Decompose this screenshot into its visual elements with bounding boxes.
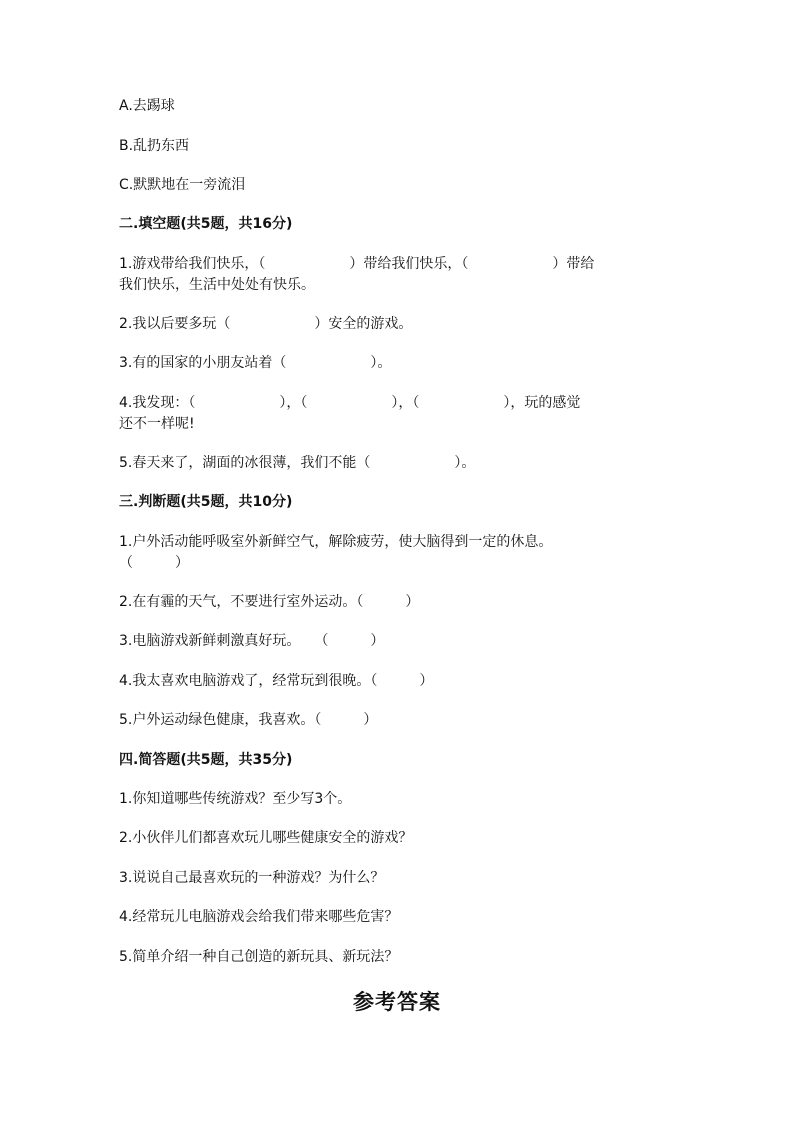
section4-heading: 四.简答题(共5题，共35分) [119, 752, 293, 768]
fill-q5 [119, 453, 679, 473]
option-c: C.默默地在一旁流泪 [119, 177, 246, 193]
option-b: B.乱扔东西 [119, 138, 190, 154]
fill-q3-text-1: 3.有的国家的小朋友站着（ [119, 355, 287, 371]
fill-q4-line2: 还不一样呢! [119, 416, 195, 432]
fill-q1-text-1: 1.游戏带给我们快乐，（ [119, 256, 266, 272]
judge-q5: 5.户外运动绿色健康，我喜欢。（ ） [119, 712, 378, 728]
short-q2: 2.小伙伴儿们都喜欢玩儿哪些健康安全的游戏？ [119, 830, 413, 846]
fill-q1-text-2: ）带给我们快乐，（ [349, 256, 469, 272]
fill-q5-text-2: ）。 [454, 455, 476, 471]
short-q5: 5.简单介绍一种自己创造的新玩具、新玩法？ [119, 949, 399, 965]
fill-q3-text-2: ）。 [370, 355, 392, 371]
fill-q1-line1 [119, 254, 679, 274]
fill-q4-text-4: ），玩的感觉 [503, 395, 581, 411]
fill-q2 [119, 314, 679, 334]
option-a: A.去踢球 [119, 98, 175, 114]
fill-q1-text-3: ）带给 [552, 256, 595, 272]
section3-heading: 三.判断题(共5题，共10分) [119, 494, 293, 510]
fill-q4-text-3: ），（ [391, 395, 420, 411]
fill-q4-text-1: 4.我发现：（ [119, 395, 196, 411]
judge-q1-line1: 1.户外活动能呼吸室外新鲜空气，解除疲劳，使大脑得到一定的休息。 [119, 534, 553, 550]
fill-q1-line2: 我们快乐，生活中处处有快乐。 [119, 277, 315, 293]
short-q3: 3.说说自己最喜欢玩的一种游戏？为什么？ [119, 870, 385, 886]
section2-heading: 二.填空题(共5题，共16分) [119, 216, 293, 232]
judge-q3: 3.电脑游戏新鲜刺激真好玩。 （ ） [119, 633, 385, 649]
short-q1: 1.你知道哪些传统游戏？至少写3个。 [119, 791, 352, 807]
fill-q4-text-2: ），（ [279, 395, 308, 411]
fill-q4-line1 [119, 393, 679, 413]
judge-q4: 4.我太喜欢电脑游戏了，经常玩到很晚。（ ） [119, 673, 434, 689]
fill-q2-text-2: ）安全的游戏。 [314, 316, 413, 332]
fill-q5-text-1: 5.春天来了，湖面的冰很薄，我们不能（ [119, 455, 371, 471]
answers-title: 参考答案 [353, 989, 441, 1014]
judge-q2: 2.在有霾的天气，不要进行室外运动。（ ） [119, 594, 420, 610]
short-q4: 4.经常玩儿电脑游戏会给我们带来哪些危害？ [119, 909, 399, 925]
judge-q1-line2: （ ） [119, 555, 189, 571]
fill-q2-text-1: 2.我以后要多玩（ [119, 316, 231, 332]
fill-q3 [119, 353, 679, 373]
